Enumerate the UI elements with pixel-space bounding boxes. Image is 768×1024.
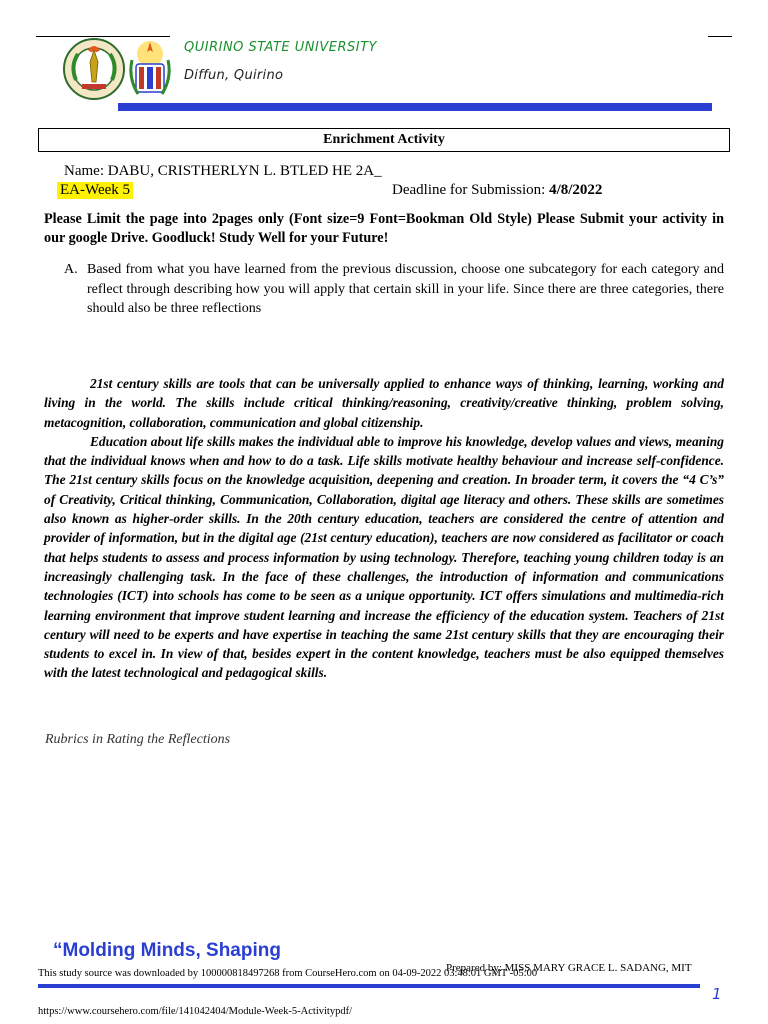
- header-rule-right: [708, 36, 732, 37]
- document-title: Enrichment Activity: [38, 128, 730, 152]
- essay-paragraph-2: Education about life skills makes the individual able to improve his knowledge, develop values and views, meaning that the individual knows when and how to do a task. Life skills motivate healthy behaviour and increase self-confidence. The 21st century skills focus on the knowledge acquisition, deepening and creation. In broader term, it covers the “4 C’s” of Creativity, Critical thinking, Communication, Collaboration, digital age literacy and others. These skills are sometimes also known as higher-order skills. In the 20th century education, teachers are considered the centre of attention and provider of information, but in the digital age (21st century education), teachers are now considered as facilitator or coach that helps students to assess and process information by using technology. Therefore, teaching young children today is an increasingly challenging task. In the face of these challenges, the introduction of information and communications technologies (ICT) into schools has come to be seen as a unique opportunity. ICT offers simulations and multimedia-rich learning environment that improve student learning and increase the efficiency of the education system. Teachers of 21st century will need to be experts and have expertise in teaching the same 21st century skills that they are encouraging their students to excel in. In view of that, besides expert in the content knowledge, teachers must be also equipped themselves with the latest technological and pedagogical skills.: [44, 433, 724, 681]
- rubrics-heading: Rubrics in Rating the Reflections: [45, 732, 231, 747]
- college-emblem-logo: [128, 38, 172, 98]
- item-a: [64, 260, 724, 319]
- university-name: QUIRINO STATE UNIVERSITY: [184, 40, 377, 55]
- prepared-by: Prepared by: MISS MARY GRACE L. SADANG, MIT: [446, 962, 692, 974]
- header-accent-bar: [118, 103, 712, 111]
- week-label: EA-Week 5: [57, 182, 133, 199]
- footer-motto: “Molding Minds, Shaping: [53, 940, 281, 961]
- university-location: Diffun, Quirino: [184, 68, 284, 83]
- item-a-text: Based from what you have learned from the previous discussion, choose one subcategory for each category and reflect through describing how you will apply that certain skill in your life. Since there are three categories, there should also be three reflections: [87, 262, 724, 316]
- footer-accent-bar: [38, 984, 700, 988]
- download-source-note: This study source was downloaded by 100000818497268 from CourseHero.com on 04-09-2022 03:48:01 GMT -05:00: [38, 968, 538, 979]
- item-a-label: A.: [64, 262, 78, 277]
- essay-paragraph-1: 21st century skills are tools that can be universally applied to enhance ways of thinking, learning, working and living in the world. The skills include critical thinking/reasoning, creativity/creative thinking, problem solving, metacognition, collaboration, communication and global citizenship.: [44, 376, 724, 430]
- student-name-line: Name: DABU, CRISTHERLYN L. BTLED HE 2A_: [64, 163, 382, 179]
- source-url[interactable]: https://www.coursehero.com/file/141042404/Module-Week-5-Activitypdf/: [38, 1006, 352, 1017]
- deadline-label: Deadline for Submission:: [392, 182, 550, 198]
- essay-body: [44, 374, 724, 683]
- page-number: 1: [712, 985, 722, 1003]
- deadline-value: 4/8/2022: [549, 182, 603, 198]
- deadline: [392, 182, 602, 199]
- instructions: Please Limit the page into 2pages only (Font size=9 Font=Bookman Old Style) Please Submit your activity in our google Drive. Goodluck! Study Well for your Future!: [44, 211, 724, 246]
- university-seal-logo: [62, 36, 126, 104]
